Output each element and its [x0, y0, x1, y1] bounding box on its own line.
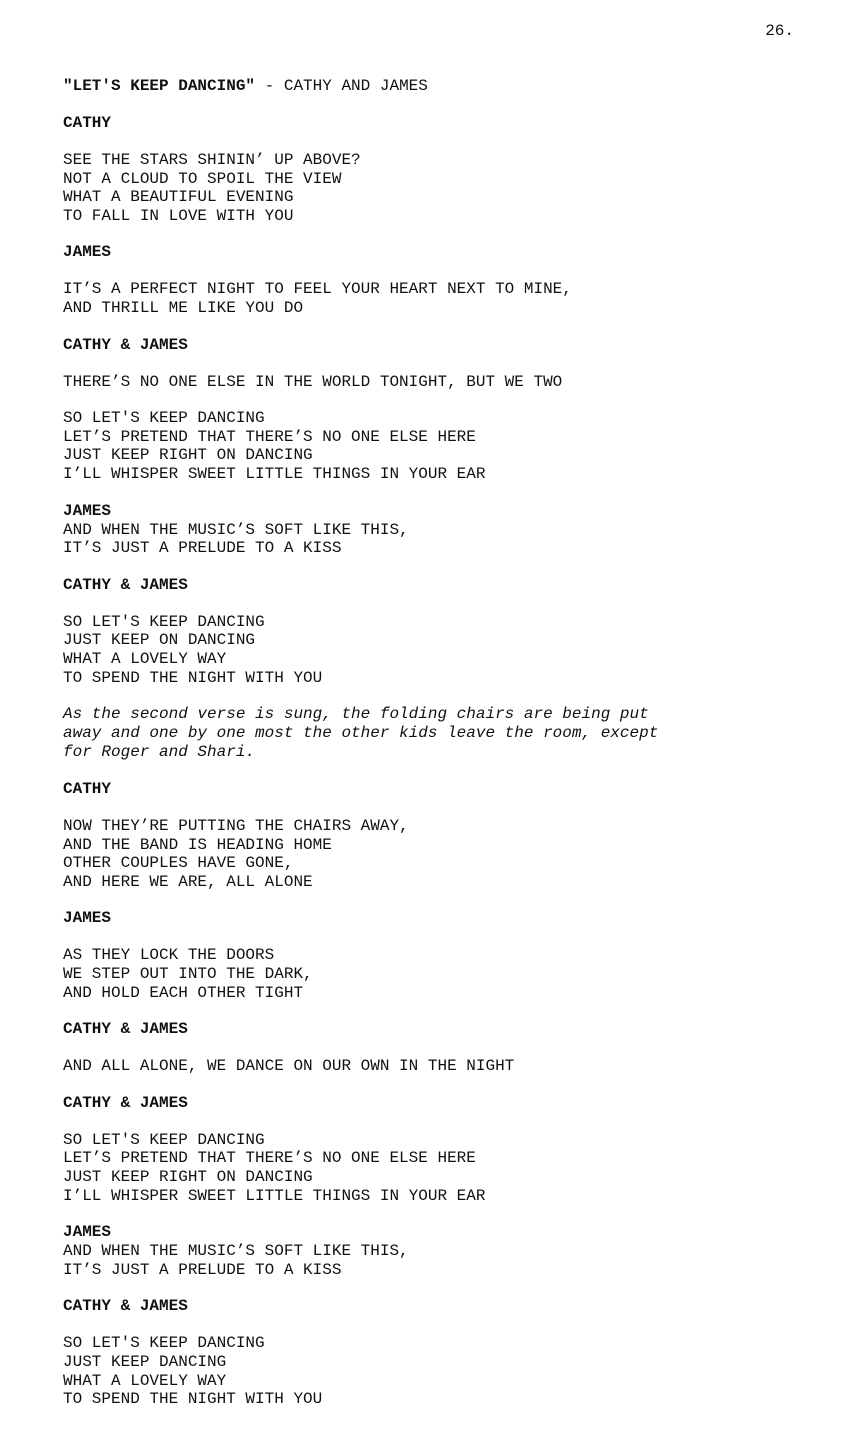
- lyric-line: WHAT A LOVELY WAY: [63, 649, 227, 668]
- character-name: CATHY & JAMES: [63, 1093, 188, 1112]
- lyric-line: OTHER COUPLES HAVE GONE,: [63, 854, 294, 873]
- lyric-line: I’LL WHISPER SWEET LITTLE THINGS IN YOUR EAR: [63, 464, 486, 483]
- lyric-line: JUST KEEP RIGHT ON DANCING: [63, 1168, 313, 1187]
- lyric-line: SO LET'S KEEP DANCING: [63, 1130, 265, 1149]
- character-name: JAMES: [63, 243, 112, 262]
- lyrics-block: [63, 409, 803, 483]
- page-number: 26.: [765, 22, 794, 40]
- action-block: [63, 705, 803, 762]
- lyric-line: JUST KEEP ON DANCING: [63, 631, 256, 650]
- lyric-line: IT’S JUST A PRELUDE TO A KISS: [63, 1260, 342, 1279]
- lyric-line: SO LET'S KEEP DANCING: [63, 1334, 265, 1353]
- lyric-line: AND WHEN THE MUSIC’S SOFT LIKE THIS,: [63, 1242, 409, 1261]
- character-name: CATHY: [63, 114, 112, 132]
- lyric-line: LET’S PRETEND THAT THERE’S NO ONE ELSE HERE: [63, 427, 476, 446]
- lyrics-block: [63, 817, 803, 891]
- lyric-line: AND HERE WE ARE, ALL ALONE: [63, 872, 313, 891]
- script-sections: [63, 114, 803, 1409]
- action-line: for Roger and Shari.: [63, 743, 256, 762]
- lyrics-block: [63, 1334, 803, 1408]
- character-name: CATHY & JAMES: [63, 575, 188, 594]
- lyrics-block: [63, 1242, 803, 1279]
- lyric-line: IT’S JUST A PRELUDE TO A KISS: [63, 539, 342, 558]
- lyrics-block: [63, 613, 803, 687]
- lyric-line: AND HOLD EACH OTHER TIGHT: [63, 983, 304, 1002]
- lyrics-block: [63, 151, 803, 225]
- lyric-line: JUST KEEP DANCING: [63, 1353, 227, 1371]
- song-title: "LET'S KEEP DANCING": [63, 77, 256, 95]
- lyric-line: AND WHEN THE MUSIC’S SOFT LIKE THIS,: [63, 520, 409, 539]
- lyric-line: NOT A CLOUD TO SPOIL THE VIEW: [63, 169, 342, 188]
- lyric-line: SEE THE STARS SHININ’ UP ABOVE?: [63, 151, 361, 169]
- lyrics-block: [63, 1057, 803, 1076]
- lyrics-block: [63, 1131, 803, 1205]
- lyric-line: I’LL WHISPER SWEET LITTLE THINGS IN YOUR EAR: [63, 1186, 486, 1205]
- character-name: CATHY & JAMES: [63, 335, 188, 354]
- lyric-line: TO SPEND THE NIGHT WITH YOU: [63, 1390, 323, 1409]
- lyric-line: JUST KEEP RIGHT ON DANCING: [63, 446, 313, 465]
- lyrics-block: [63, 946, 803, 1002]
- lyrics-block: [63, 373, 803, 392]
- lyrics-block: [63, 521, 803, 558]
- character-name: JAMES: [63, 1223, 112, 1242]
- character-name: JAMES: [63, 909, 112, 928]
- lyric-line: SO LET'S KEEP DANCING: [63, 612, 265, 631]
- action-line: away and one by one most the other kids leave the room, except: [63, 724, 659, 743]
- character-name: CATHY & JAMES: [63, 1020, 188, 1039]
- lyric-line: TO SPEND THE NIGHT WITH YOU: [63, 668, 323, 687]
- lyric-line: NOW THEY’RE PUTTING THE CHAIRS AWAY,: [63, 817, 409, 836]
- script-body: [63, 77, 803, 1409]
- lyrics-block: [63, 280, 803, 317]
- character-name: CATHY: [63, 780, 112, 799]
- lyric-line: WHAT A LOVELY WAY: [63, 1371, 227, 1390]
- character-name: CATHY & JAMES: [63, 1297, 188, 1316]
- lyric-line: AS THEY LOCK THE DOORS: [63, 946, 275, 965]
- song-credit: - CATHY AND JAMES: [264, 77, 428, 95]
- lyric-line: AND ALL ALONE, WE DANCE ON OUR OWN IN THE NIGHT: [63, 1057, 515, 1076]
- lyric-line: AND THRILL ME LIKE YOU DO: [63, 298, 304, 317]
- lyric-line: TO FALL IN LOVE WITH YOU: [63, 206, 294, 225]
- character-name: JAMES: [63, 501, 112, 520]
- lyric-line: LET’S PRETEND THAT THERE’S NO ONE ELSE HERE: [63, 1149, 476, 1168]
- lyric-line: THERE’S NO ONE ELSE IN THE WORLD TONIGHT, BUT WE TWO: [63, 372, 563, 391]
- action-line: As the second verse is sung, the folding chairs are being put: [63, 705, 649, 724]
- lyric-line: AND THE BAND IS HEADING HOME: [63, 835, 332, 854]
- lyric-line: IT’S A PERFECT NIGHT TO FEEL YOUR HEART NEXT TO MINE,: [63, 280, 572, 299]
- song-heading: [63, 77, 803, 96]
- lyric-line: WHAT A BEAUTIFUL EVENING: [63, 188, 294, 207]
- lyric-line: SO LET'S KEEP DANCING: [63, 409, 265, 428]
- lyric-line: WE STEP OUT INTO THE DARK,: [63, 965, 313, 984]
